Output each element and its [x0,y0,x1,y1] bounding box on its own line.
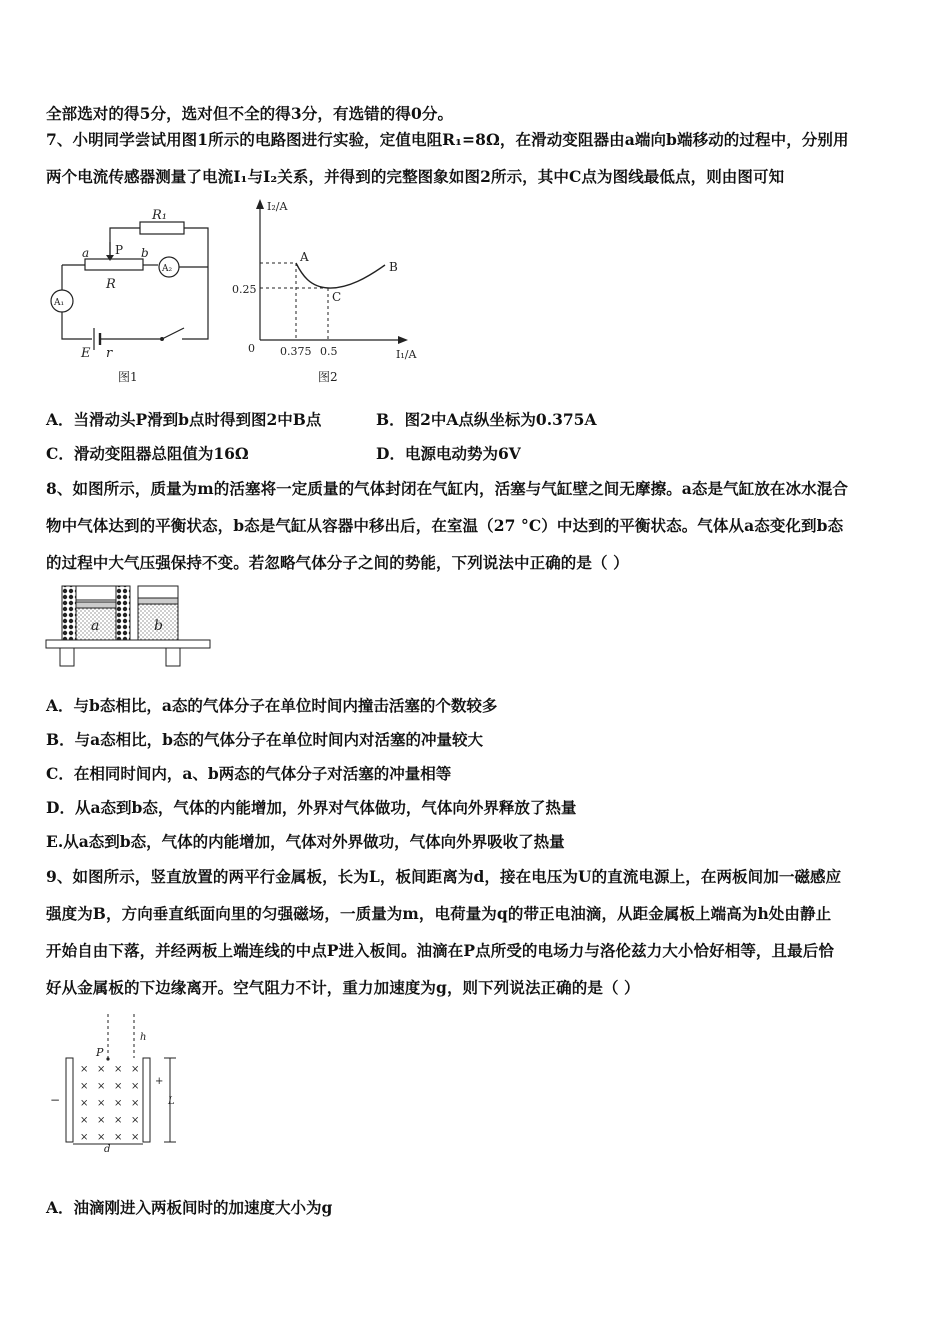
q9-text-line-3: 开始自由下落，并经两板上端连线的中点P进入板间。油滴在P点所受的电场力与洛伦兹力大小恰好相等，且最后恰 [46,941,834,960]
graph-x-label: I₁/A [396,348,417,361]
magnetic-field-cross: × [131,1081,140,1092]
label-p: P [115,243,124,257]
fig1-caption: 图1 [118,370,138,384]
label-h: h [140,1032,147,1043]
table-top [46,640,210,648]
label-b-end: b [141,246,149,260]
label-e: E [81,346,91,361]
graph-point-c: C [332,290,342,304]
label-a-end: a [82,246,90,260]
magnetic-field-cross: × [80,1081,89,1092]
q8-option-e[interactable]: E.从a态到b态，气体的内能增加，气体对外界做功，气体向外界吸收了热量 [46,832,565,851]
q8-text-line-1: 8、如图所示，质量为m的活塞将一定质量的气体封闭在气缸内，活塞与气缸壁之间无摩擦。a态是气缸放在冰水混合 [46,479,848,498]
fig2-caption: 图2 [318,370,338,384]
magnetic-field-cross: × [80,1115,89,1126]
graph-point-b: B [389,260,398,274]
magnetic-field-cross: × [80,1064,89,1075]
label-state-a: a [91,618,100,634]
rheostat-r [85,259,143,270]
q8-option-b[interactable]: B．与a态相比，b态的气体分子在单位时间内对活塞的冲量较大 [46,730,483,749]
magnetic-field-cross: × [97,1064,106,1075]
q7-text-line-1: 7、小明同学尝试用图1所示的电路图进行实验，定值电阻R₁=8Ω，在滑动变阻器由a端向b端移动的过程中，分别用 [46,130,849,149]
q8-option-c[interactable]: C．在相同时间内，a、b两态的气体分子对活塞的冲量相等 [46,764,452,783]
q8-text-line-3: 的过程中大气压强保持不变。若忽略气体分子之间的势能，下列说法中正确的是（ ） [46,553,629,572]
magnetic-field-cross: × [114,1115,123,1126]
label-a2: A₂ [162,264,173,274]
q8-option-d[interactable]: D．从a态到b态，气体的内能增加，外界对气体做功，气体向外界释放了热量 [46,798,577,817]
magnetic-field-cross: × [131,1115,140,1126]
intro-text: 全部选对的得5分，选对但不全的得3分，有选错的得0分。 [46,104,454,123]
resistor-r1 [140,222,184,234]
graph-point-a: A [300,250,309,264]
label-l: L [168,1096,175,1107]
magnetic-field-cross: × [131,1132,140,1143]
label-plus: + [155,1076,164,1087]
magnetic-field-cross: × [80,1132,89,1143]
ice-water-right [116,586,130,640]
q7-text-line-2: 两个电流传感器测量了电流I₁与I₂关系，并得到的完整图象如图2所示，其中C点为图线最低点，则由图可知 [46,167,785,186]
magnetic-field-cross: × [80,1098,89,1109]
left-plate [66,1058,73,1142]
piston-b [138,598,178,604]
q8-cylinder-figure [44,582,214,672]
switch [162,328,184,339]
q9-text-line-4: 好从金属板的下边缘离开。空气阻力不计，重力加速度为g，则下列说法正确的是（ ） [46,978,640,997]
q7-option-c[interactable]: C．滑动变阻器总阻值为16Ω [46,444,249,463]
label-r-internal: r [106,346,113,361]
q7-graph-figure [230,195,430,390]
q9-text-line-2: 强度为B，方向垂直纸面向里的匀强磁场，一质量为m，电荷量为q的带正电油滴，从距金属板上端高为h处由静止 [46,904,832,923]
graph-curve [296,263,385,288]
magnetic-field-cross: × [97,1081,106,1092]
graph-y-label: I₂/A [267,200,288,213]
graph-xtick-0375: 0.375 [280,345,312,358]
label-p-point: P [96,1046,104,1059]
table-leg-right [166,648,180,666]
q7-circuit-figure [40,200,230,390]
magnetic-field-cross: × [97,1098,106,1109]
magnetic-field-cross: × [114,1132,123,1143]
magnetic-field-cross: × [114,1064,123,1075]
q9-option-a[interactable]: A．油滴刚进入两板间时的加速度大小为g [46,1198,333,1217]
q9-plates-figure [46,1012,196,1155]
label-state-b: b [154,618,163,634]
piston-a [76,602,116,608]
label-r1: R₁ [152,208,167,223]
label-a1: A₁ [54,298,65,308]
magnetic-field-cross: × [97,1115,106,1126]
table-leg-left [60,648,74,666]
circuit-wire-right [182,228,208,339]
magnetic-field-cross: × [131,1064,140,1075]
graph-xtick-05: 0.5 [320,345,338,358]
ice-water-left [62,586,76,640]
point-p [106,1057,109,1060]
q7-option-b[interactable]: B．图2中A点纵坐标为0.375A [376,410,597,429]
magnetic-field-cross: × [97,1132,106,1143]
magnetic-field-cross: × [114,1081,123,1092]
q8-option-a[interactable]: A．与b态相比，a态的气体分子在单位时间内撞击活塞的个数较多 [46,696,498,715]
q7-option-d[interactable]: D．电源电动势为6V [376,444,521,463]
label-minus: − [50,1093,61,1107]
q9-text-line-1: 9、如图所示，竖直放置的两平行金属板，长为L，板间距离为d，接在电压为U的直流电源上，在两板间加一磁感应 [46,867,842,886]
label-d: d [104,1144,111,1155]
graph-origin: 0 [248,342,255,355]
label-r: R [106,277,116,292]
q7-option-a[interactable]: A．当滑动头P滑到b点时得到图2中B点 [46,410,322,429]
graph-ytick-025: 0.25 [232,283,257,296]
q8-text-line-2: 物中气体达到的平衡状态，b态是气缸从容器中移出后，在室温（27 °C）中达到的平衡状态。气体从a态变化到b态 [46,516,844,535]
magnetic-field-cross: × [114,1098,123,1109]
magnetic-field-cross: × [131,1098,140,1109]
right-plate [143,1058,150,1142]
